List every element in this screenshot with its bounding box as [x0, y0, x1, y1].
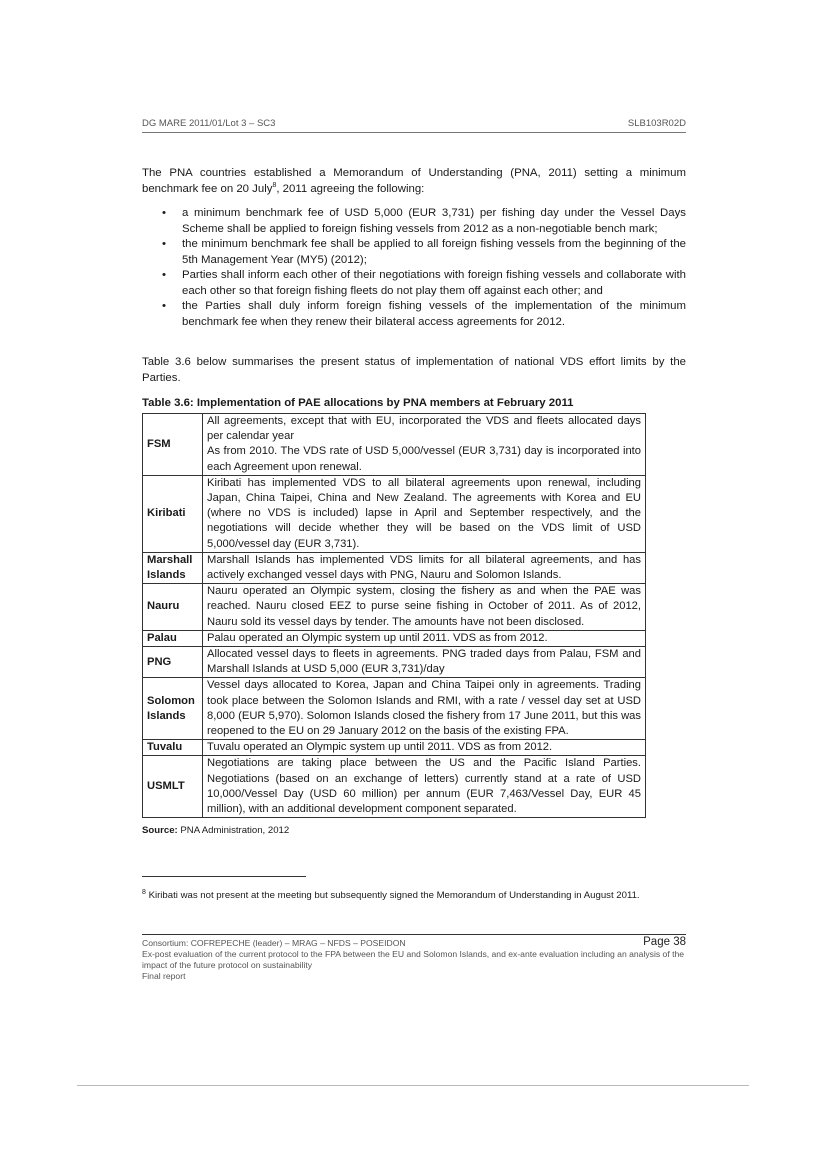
- row-line: All agreements, except that with EU, incorporated the VDS and fleets allocated days per calendar year: [207, 415, 641, 443]
- intro-text-a: The PNA countries established a Memorandum of Understanding (PNA, 2011) setting a minimum benchmark fee on 20 July: [142, 167, 686, 195]
- page-footer: [142, 938, 686, 982]
- table-row: [143, 414, 646, 476]
- header-divider: [142, 132, 686, 133]
- footer-divider: [142, 934, 686, 935]
- bullet-icon: •: [162, 300, 166, 312]
- footer-description: Ex-post evaluation of the current protocol to the FPA between the EU and Solomon Islands, and ex-ante evaluation including an analysis of the impact of the future protocol on sustainability: [142, 949, 685, 970]
- row-member-name: Solomon Islands: [143, 678, 203, 740]
- header-project-ref: DG MARE 2011/01/Lot 3 – SC3: [142, 118, 276, 129]
- row-description: Palau operated an Olympic system up until 2011. VDS as from 2012.: [203, 630, 646, 646]
- bullet-text: the Parties shall duly inform foreign fishing vessels of the implementation of the minimum benchmark fee when they renew their bilateral access agreements for 2012.: [182, 300, 686, 328]
- table-row: [143, 756, 646, 818]
- table-row: [143, 552, 646, 583]
- bullet-item: [142, 268, 686, 299]
- page-number: Page 38: [643, 936, 686, 948]
- footnote-text: Kiribati was not present at the meeting but subsequently signed the Memorandum of Understanding in August 2011.: [148, 890, 640, 901]
- footnote: [142, 890, 640, 901]
- bullet-item: [142, 299, 686, 330]
- row-description: [203, 414, 646, 476]
- bullet-text: the minimum benchmark fee shall be applied to all foreign fishing vessels from the beginning of the 5th Management Year (MY5) (2012);: [182, 238, 686, 266]
- row-member-name: Nauru: [143, 584, 203, 631]
- footnote-divider: [142, 876, 306, 877]
- row-description: Nauru operated an Olympic system, closing the fishery as and when the PAE was reached. Nauru closed EEZ to purse seine fishing in October of 2011. As of 2012, Nauru sold its vessel days by tender. The amounts have not been disclosed.: [203, 584, 646, 631]
- row-description: Tuvalu operated an Olympic system up until 2011. VDS as from 2012.: [203, 740, 646, 756]
- row-description: Allocated vessel days to fleets in agreements. PNG traded days from Palau, FSM and Marshall Islands at USD 5,000 (EUR 3,731)/day: [203, 647, 646, 678]
- pae-allocation-table: [142, 413, 646, 818]
- footer-consortium: Consortium: COFREPECHE (leader) – MRAG – NFDS – POSEIDON: [142, 938, 406, 948]
- row-line: As from 2010. The VDS rate of USD 5,000/vessel (EUR 3,731) day is incorporated into each Agreement upon renewal.: [207, 445, 641, 473]
- footnote-number: 8: [142, 888, 146, 896]
- footer-report-type: Final report: [142, 971, 186, 981]
- row-member-name: FSM: [143, 414, 203, 476]
- row-member-name: Palau: [143, 630, 203, 646]
- bullet-text: a minimum benchmark fee of USD 5,000 (EUR 3,731) per fishing day under the Vessel Days Scheme shall be applied to foreign fishing vessels from 2012 as a non-negotiable bench mark;: [182, 207, 686, 235]
- intro-text-b: , 2011 agreeing the following:: [276, 182, 425, 195]
- table-row: [143, 584, 646, 631]
- row-member-name: Marshall Islands: [143, 552, 203, 583]
- bullet-icon: •: [162, 207, 166, 219]
- row-member-name: PNG: [143, 647, 203, 678]
- source-label: Source:: [142, 825, 178, 836]
- table-row: [143, 647, 646, 678]
- table-row: [143, 630, 646, 646]
- row-description: Kiribati has implemented VDS to all bilateral agreements upon renewal, including Japan, China Taipei, China and New Zealand. The agreements with Korea and EU (where no VDS is included) lapse in April and September respectively, and the negotiations will decide whether they will be based on the VDS limit of USD 5,000/vessel day (EUR 3,731).: [203, 475, 646, 552]
- agreement-bullet-list: [142, 206, 686, 330]
- bullet-item: [142, 237, 686, 268]
- row-description: Vessel days allocated to Korea, Japan and China Taipei only in agreements. Trading took place between the Solomon Islands and RMI, with a rate / vessel day set at USD 8,000 (EUR 5,970). Solomon Islands closed the fishery from 17 June 2011, but this was reopened to the EU on 29 January 2012 on the basis of the existing FPA.: [203, 678, 646, 740]
- row-description: Marshall Islands has implemented VDS limits for all bilateral agreements, and has actively exchanged vessel days with PNG, Nauru and Solomon Islands.: [203, 552, 646, 583]
- table-row: [143, 678, 646, 740]
- table-row: [143, 475, 646, 552]
- bullet-item: [142, 206, 686, 237]
- table-caption: Table 3.6: Implementation of PAE allocations by PNA members at February 2011: [142, 397, 574, 409]
- row-description: Negotiations are taking place between the US and the Pacific Island Parties. Negotiations (based on an exchange of letters) currently stand at a rate of USD 10,000/Vessel Day (USD 60 million) per annum (EUR 7,463/Vessel Day, EUR 45 million), with an additional development component separated.: [203, 756, 646, 818]
- footnote-ref[interactable]: 8: [272, 181, 277, 189]
- bullet-text: Parties shall inform each other of their negotiations with foreign fishing vessels and collaborate with each other so that foreign fishing fleets do not play them off against each other; and: [182, 269, 686, 297]
- table-row: [143, 740, 646, 756]
- summary-paragraph: Table 3.6 below summarises the present status of implementation of national VDS effort limits by the Parties.: [142, 356, 686, 384]
- bullet-icon: •: [162, 269, 166, 281]
- row-member-name: USMLT: [143, 756, 203, 818]
- page-bottom-edge: [77, 1085, 749, 1086]
- table-source: [142, 825, 289, 836]
- intro-paragraph: [142, 166, 686, 197]
- row-member-name: Tuvalu: [143, 740, 203, 756]
- row-member-name: Kiribati: [143, 475, 203, 552]
- bullet-icon: •: [162, 238, 166, 250]
- header-doc-code: SLB103R02D: [627, 118, 686, 129]
- source-value: PNA Administration, 2012: [180, 825, 290, 836]
